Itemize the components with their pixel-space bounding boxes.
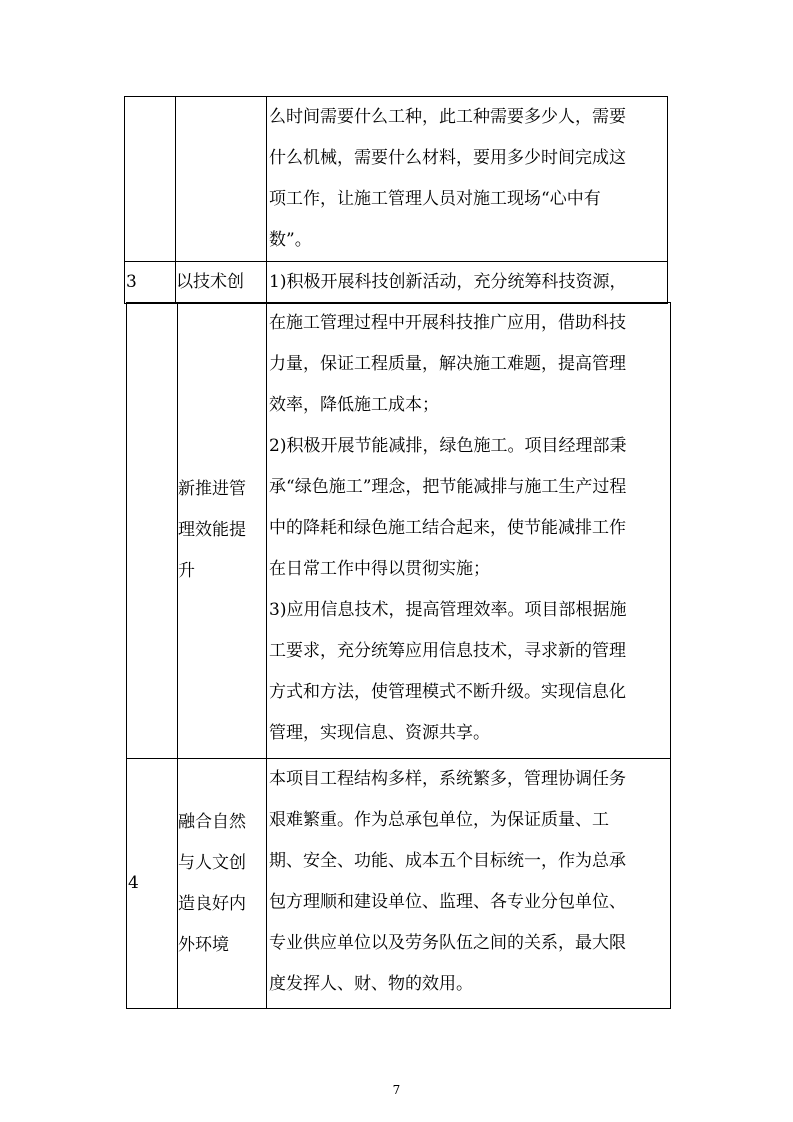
title-line: 升 — [178, 561, 195, 581]
content-line: 在日常工作中得以贯彻实施； — [269, 559, 490, 579]
content-line: 3)应用信息技术，提高管理效率。项目部根据施 — [269, 600, 627, 620]
content-line: 专业供应单位以及劳务队伍之间的关系，最大限 — [269, 933, 626, 953]
content-line: 1)积极开展科技创新活动，充分统筹科技资源， — [269, 272, 627, 292]
title-line: 与人文创 — [178, 852, 246, 873]
table-row — [127, 303, 671, 759]
content-line: 度发挥人、财、物的效用。 — [269, 974, 473, 994]
row-number-cell — [127, 303, 178, 759]
row-content-cell — [267, 262, 668, 304]
content-line: 包方理顺和建设单位、监理、各专业分包单位、 — [269, 892, 626, 912]
row-title-cell — [178, 303, 267, 759]
content-line: 在施工管理过程中开展科技推广应用，借助科技 — [269, 313, 626, 333]
page-number: 7 — [392, 1083, 401, 1097]
content-line: 2)积极开展节能减排，绿色施工。项目经理部秉 — [269, 436, 627, 456]
content-line: 数”。 — [269, 230, 312, 250]
row-content-cell — [267, 97, 668, 262]
content-line: 艰难繁重。作为总承包单位，为保证质量、工 — [269, 810, 609, 830]
content-line: 中的降耗和绿色施工结合起来，使节能减排工作 — [269, 518, 626, 538]
content-line: 效率，降低施工成本； — [269, 395, 439, 415]
row-content-cell — [267, 759, 671, 1009]
row-title-cell — [178, 759, 267, 1009]
row-number-cell: 4 — [127, 759, 178, 1009]
content-line: 承“绿色施工”理念，把节能减排与施工生产过程 — [269, 477, 627, 497]
content-line: 工要求，充分统筹应用信息技术，寻求新的管理 — [269, 641, 626, 661]
content-line: 力量，保证工程质量，解决施工难题，提高管理 — [269, 354, 626, 374]
row-title-cell: 以技术创 — [176, 262, 267, 304]
table-row — [127, 759, 671, 1009]
content-line: 期、安全、功能、成本五个目标统一，作为总承 — [269, 851, 626, 871]
table-row — [125, 262, 668, 304]
table-row — [125, 97, 668, 262]
measures-table-part1 — [124, 96, 668, 304]
row-content-cell — [267, 303, 671, 759]
measures-table-part2 — [126, 302, 671, 1009]
title-line: 外环境 — [178, 934, 229, 955]
row-title-cell — [176, 97, 267, 262]
content-line: 本项目工程结构多样，系统繁多，管理协调任务 — [269, 769, 626, 789]
content-line: 什么机械，需要什么材料，要用多少时间完成这 — [269, 148, 626, 168]
title-line: 造良好内 — [178, 893, 246, 914]
title-line: 融合自然 — [178, 811, 246, 832]
content-line: 么时间需要什么工种，此工种需要多少人，需要 — [269, 107, 626, 127]
content-line: 管理，实现信息、资源共享。 — [269, 723, 490, 743]
content-line: 方式和方法，使管理模式不断升级。实现信息化 — [269, 682, 626, 702]
title-line: 新推进管 — [178, 479, 246, 499]
content-line: 项工作，让施工管理人员对施工现场“心中有 — [269, 189, 601, 209]
row-number-cell: 3 — [125, 262, 176, 304]
title-line: 理效能提 — [178, 520, 246, 540]
row-number-cell — [125, 97, 176, 262]
